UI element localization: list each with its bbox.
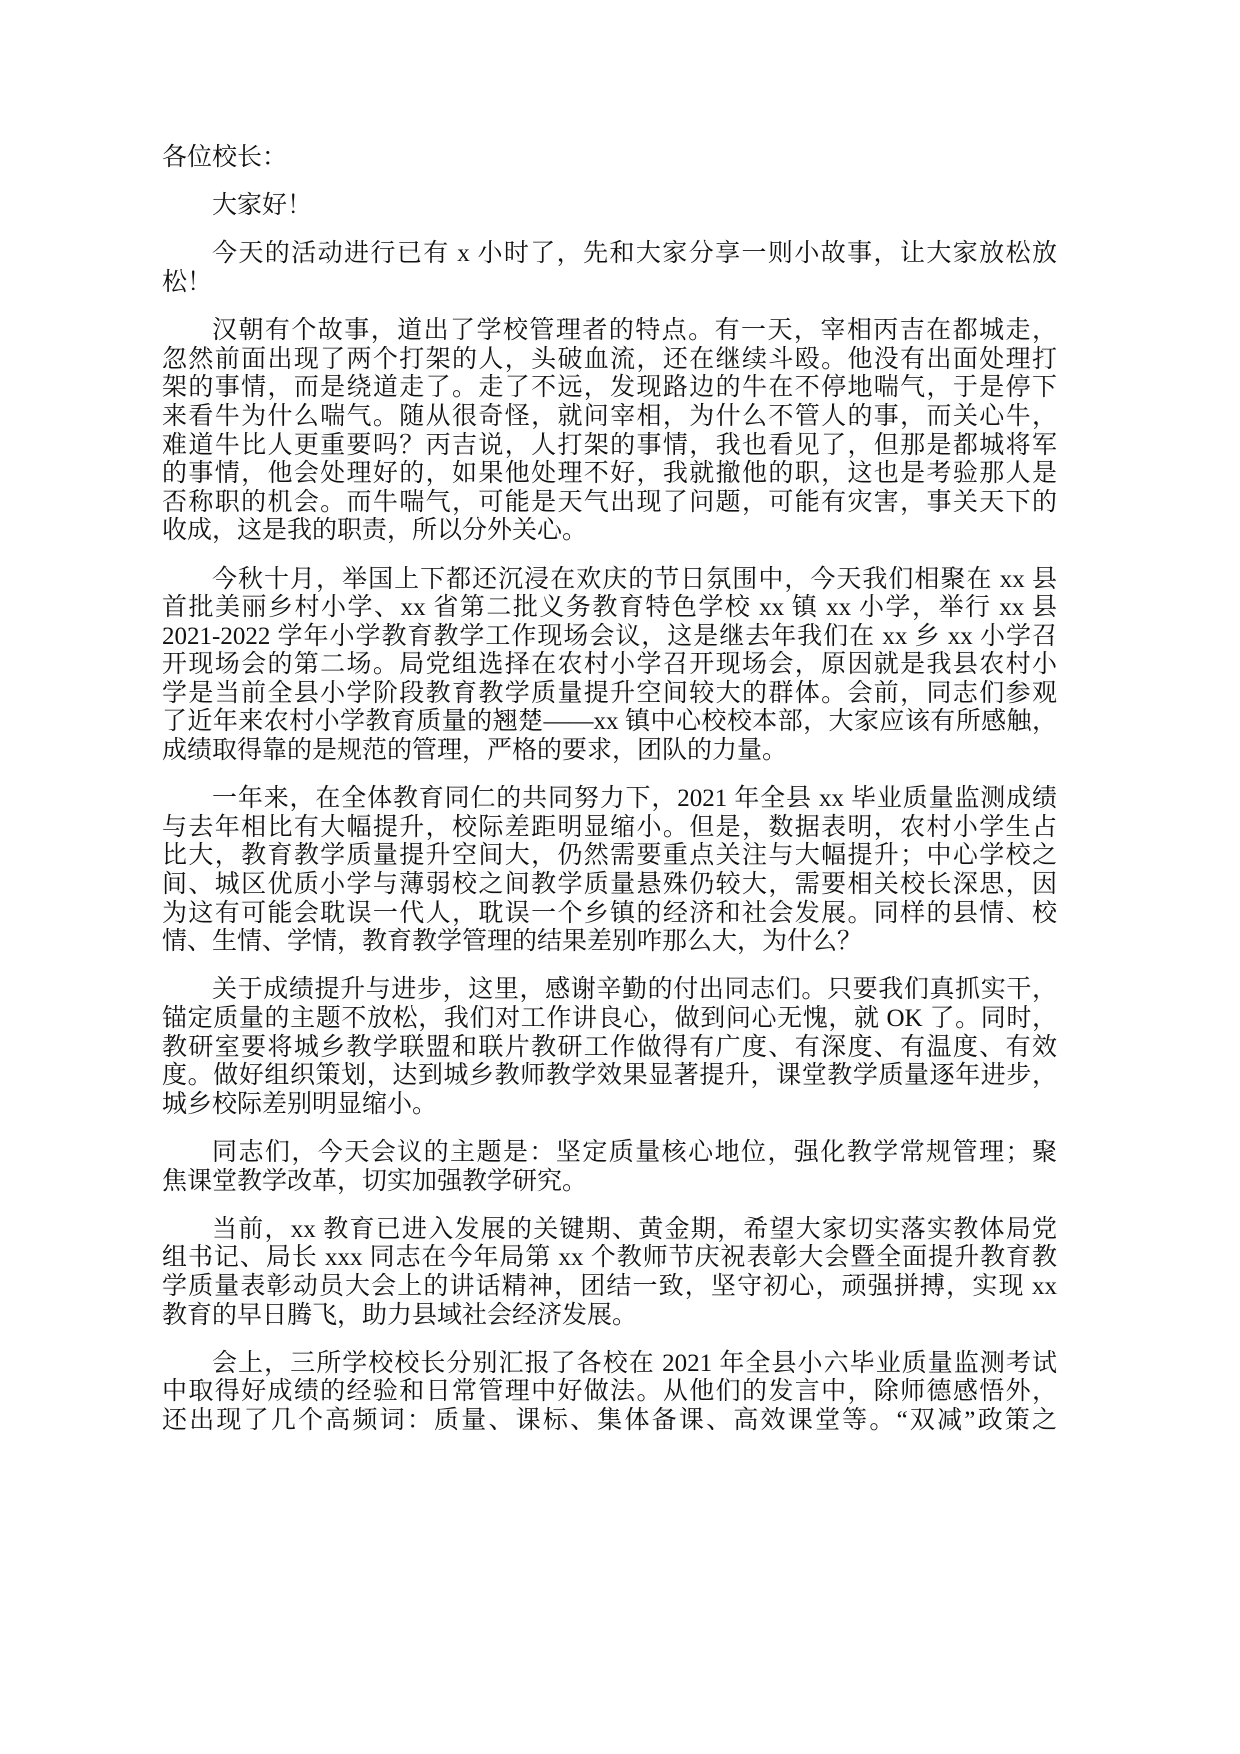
text-line: 组书记、局长 xxx 同志在今年局第 xx 个教师节庆祝表彰大会暨全面提升教育教	[162, 1244, 1057, 1272]
text-line: 今天的活动进行已有 x 小时了，先和大家分享一则小故事，让大家放松放	[212, 240, 1057, 268]
body-paragraph	[162, 976, 1057, 1119]
text-line: 收成，这是我的职责，所以分外关心。	[162, 517, 588, 545]
text-line: 当前，xx 教育已进入发展的关键期、黄金期，希望大家切实落实教体局党	[212, 1215, 1057, 1243]
text-line: 焦课堂教学改革，切实加强教学研究。	[162, 1167, 588, 1195]
text-line: 成绩取得靠的是规范的管理，严格的要求，团队的力量。	[162, 737, 788, 765]
text-line: 教育的早日腾飞，助力县域社会经济发展。	[162, 1301, 638, 1329]
text-line: 否称职的机会。而牛喘气，可能是天气出现了问题，可能有灾害，事关天下的	[162, 488, 1057, 516]
salutation	[162, 144, 1057, 173]
text-line: 会上，三所学校校长分别汇报了各校在 2021 年全县小六毕业质量监测考试	[212, 1349, 1057, 1377]
text-line: 2021-2022 学年小学教育教学工作现场会议，这是继去年我们在 xx 乡 xx 小学召	[162, 622, 1057, 650]
text-line: 间、城区优质小学与薄弱校之间教学质量悬殊仍较大，需要相关校长深思，因	[162, 871, 1057, 899]
text-line: 中取得好成绩的经验和日常管理中好做法。从他们的发言中，除师德感悟外，	[162, 1378, 1057, 1406]
text-line: 一年来，在全体教育同仁的共同努力下，2021 年全县 xx 毕业质量监测成绩	[212, 785, 1057, 813]
text-line: 情、生情、学情，教育教学管理的结果差别咋那么大，为什么？	[162, 928, 863, 956]
text-line: 比大，教育教学质量提升空间大，仍然需要重点关注与大幅提升；中心学校之	[162, 842, 1057, 870]
text-line: 城乡校际差别明显缩小。	[162, 1090, 438, 1118]
text-line: 与去年相比有大幅提升，校际差距明显缩小。但是，数据表明，农村小学生占	[162, 813, 1057, 841]
text-line: 来看牛为什么喘气。随从很奇怪，就问宰相，为什么不管人的事，而关心牛，	[162, 402, 1057, 430]
text-line: 各位校长：	[162, 144, 288, 171]
text-line: 汉朝有个故事，道出了学校管理者的特点。有一天，宰相丙吉在都城走，	[212, 317, 1057, 345]
text-line: 学质量表彰动员大会上的讲话精神，团结一致，坚守初心，顽强拼搏，实现 xx	[162, 1272, 1057, 1300]
text-line: 架的事情，而是绕道走了。走了不远，发现路边的牛在不停地喘气，于是停下	[162, 374, 1057, 402]
text-line: 了近年来农村小学教育质量的翘楚——xx 镇中心校校本部，大家应该有所感触，	[162, 708, 1057, 736]
body-paragraph	[162, 1139, 1057, 1196]
text-line: 大家好！	[212, 192, 313, 220]
body-paragraph	[162, 317, 1057, 546]
greeting	[162, 192, 1057, 221]
text-line: 为这有可能会耽误一代人，耽误一个乡镇的经济和社会发展。同样的县情、校	[162, 899, 1057, 927]
body-paragraph	[162, 1216, 1057, 1330]
body-paragraph	[162, 566, 1057, 766]
text-line: 首批美丽乡村小学、xx 省第二批义务教育特色学校 xx 镇 xx 小学，举行 xx 县	[162, 594, 1057, 622]
text-line: 关于成绩提升与进步，这里，感谢辛勤的付出同志们。只要我们真抓实干，	[212, 976, 1057, 1004]
text-line: 教研室要将城乡教学联盟和联片教研工作做得有广度、有深度、有温度、有效	[162, 1033, 1057, 1061]
body-paragraph	[162, 240, 1057, 297]
text-line: 的事情，他会处理好的，如果他处理不好，我就撤他的职，这也是考验那人是	[162, 460, 1057, 488]
text-line: 难道牛比人更重要吗？丙吉说，人打架的事情，我也看见了，但那是都城将军	[162, 431, 1057, 459]
body-paragraph	[162, 1350, 1057, 1436]
body-paragraph	[162, 785, 1057, 957]
text-line: 今秋十月，举国上下都还沉浸在欢庆的节日氛围中，今天我们相聚在 xx 县	[212, 565, 1057, 593]
text-line: 开现场会的第二场。局党组选择在农村小学召开现场会，原因就是我县农村小	[162, 651, 1057, 679]
text-line: 度。做好组织策划，达到城乡教师教学效果显著提升，课堂教学质量逐年进步，	[162, 1062, 1057, 1090]
text-line: 同志们，今天会议的主题是：坚定质量核心地位，强化教学常规管理；聚	[212, 1138, 1057, 1166]
document-body	[162, 144, 1057, 1455]
text-line: 锚定质量的主题不放松，我们对工作讲良心，做到问心无愧，就 OK 了。同时，	[162, 1005, 1057, 1032]
text-line: 学是当前全县小学阶段教育教学质量提升空间较大的群体。会前，同志们参观	[162, 679, 1057, 707]
text-line: 还出现了几个高频词：质量、课标、集体备课、高效课堂等。“双减”政策之	[162, 1406, 1057, 1434]
text-line: 松！	[162, 268, 213, 296]
text-line: 忽然前面出现了两个打架的人，头破血流，还在继续斗殴。他没有出面处理打	[162, 345, 1057, 373]
